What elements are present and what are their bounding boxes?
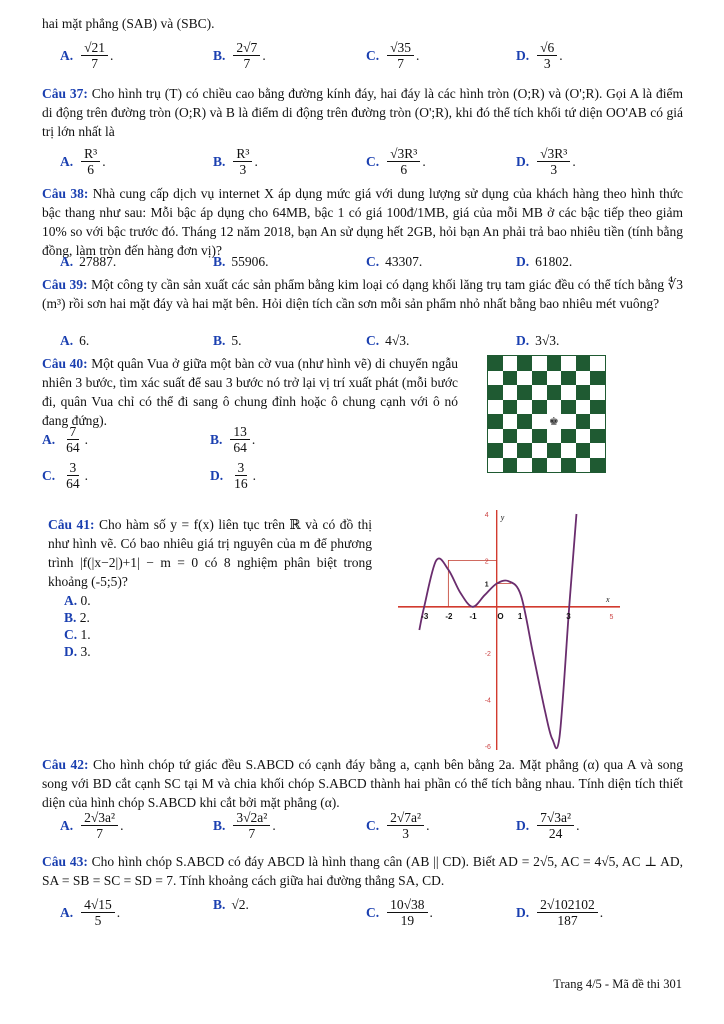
fraction <box>233 810 270 841</box>
board-square <box>576 400 591 415</box>
option-label: B. <box>64 610 77 625</box>
q43-option-d: D. $\frac{2√102102}{187}$ . <box>516 897 604 928</box>
option-label: C. <box>366 47 380 63</box>
numerator: 2√7a² <box>387 810 424 826</box>
numerator: 2√102102 <box>537 897 598 913</box>
fraction <box>537 810 574 841</box>
option-text: 27887. <box>79 254 117 269</box>
board-square <box>532 356 547 371</box>
board-square <box>547 371 562 386</box>
numerator: 2√3a² <box>81 810 118 826</box>
question-38-text: Nhà cung cấp dịch vụ internet X áp dụng mức giá với dung lượng sử dụng của khách hàng theo hình thức bậc thang như sau: Mỗi bậc áp dụng cho 64MB, bậc 1 có giá 100đ/1MB, giá của mỗi MB ở các bậc tiếp theo giảm 10% so với bậc trước đó. Tháng 12 năm 2018, bạn An sử dụng hết 2GB, hỏi bạn An phải trả bao nhiêu tiền (tính bằng đồng, làm tròn đến hàng đơn vị)? <box>42 186 684 258</box>
x-tick-label: 5 <box>609 613 614 621</box>
board-square <box>517 443 532 458</box>
board-square <box>590 400 605 415</box>
board-square <box>576 458 591 473</box>
board-square <box>517 371 532 386</box>
board-square <box>561 371 576 386</box>
denominator: 6 <box>87 162 95 177</box>
board-square <box>561 385 576 400</box>
q43-option-c: C. $\frac{10√38}{19}$ . <box>366 897 433 928</box>
q37-option-c: C. $\frac{\text{√3R³}}{6}$ . <box>366 146 426 177</box>
denominator: 64 <box>66 440 80 455</box>
denominator: 7 <box>248 826 256 841</box>
x-axis-label: x <box>606 594 610 604</box>
board-square <box>532 429 547 444</box>
board-square <box>532 458 547 473</box>
fraction <box>387 897 427 928</box>
question-43 <box>42 852 683 890</box>
x-tick-label: -2 <box>445 611 453 621</box>
option-text: 5. <box>231 333 242 348</box>
numerator: √3R³ <box>387 146 420 162</box>
question-40-text: Một quân Vua ở giữa một bàn cờ vua (như hình vẽ) di chuyển ngẫu nhiên 3 bước, tìm xác suất để sau 3 bước nó trở lại vị trí xuất phát (mỗi bước đi, quân Vua chỉ có thể đi sang ô chung đỉnh hoặc ô chung cạnh với ô nó đang đứng). <box>42 356 458 428</box>
board-square <box>590 429 605 444</box>
option-label: A. <box>60 333 74 348</box>
board-square <box>547 356 562 371</box>
question-41 <box>48 515 372 591</box>
q39-option-c <box>366 333 409 349</box>
board-square <box>561 414 576 429</box>
question-42-label: Câu 42: <box>42 757 89 772</box>
denominator: 7 <box>243 56 251 71</box>
fraction <box>230 424 250 455</box>
question-40 <box>42 354 458 430</box>
x-tick-label: -3 <box>421 611 429 621</box>
y-tick-label: -2 <box>484 651 491 659</box>
q42-option-b: B. $\frac{\text{3√2a²}}{7}$ . <box>213 810 276 841</box>
q37-option-d: D. $\frac{\text{√3R³}}{3}$ . <box>516 146 576 177</box>
question-39-text: Một công ty cần sản xuất các sản phẩm bằng kim loại có dạng khối lăng trụ tam giác đều có thể tích bằng ∜3 (m³) rồi sơn hai mặt đáy và hai mặt bên. Hỏi diện tích cần sơn mỗi sản phẩm nhỏ nhất bằng bao nhiêu mét vuông? <box>42 277 683 311</box>
board-square <box>532 443 547 458</box>
option-text: 2. <box>79 610 90 625</box>
board-square <box>547 385 562 400</box>
option-text: 6. <box>79 333 90 348</box>
numerator: 3 <box>67 460 80 476</box>
x-tick-label: -1 <box>469 611 477 621</box>
q41-option-b <box>64 609 90 626</box>
fraction <box>81 146 100 177</box>
option-label: A. <box>60 153 74 169</box>
option-label: A. <box>64 593 78 608</box>
question-37 <box>42 84 683 141</box>
q42-option-c: C. $\frac{\text{2√7a²}}{3}$ . <box>366 810 430 841</box>
board-square <box>503 356 518 371</box>
board-square <box>561 443 576 458</box>
board-square <box>590 385 605 400</box>
option-label: C. <box>64 627 78 642</box>
board-square <box>590 414 605 429</box>
board-square <box>547 458 562 473</box>
option-label: B. <box>210 431 223 447</box>
q40-option-c: C. $\frac{3}{64}$ . <box>42 460 88 491</box>
q40-option-d: D. $\frac{3}{16}$ . <box>210 460 256 491</box>
option-label: C. <box>366 153 380 169</box>
fraction <box>537 897 598 928</box>
board-square <box>517 385 532 400</box>
board-square <box>517 458 532 473</box>
denominator: 7 <box>397 56 404 71</box>
board-square <box>532 371 547 386</box>
board-square <box>488 443 503 458</box>
question-37-text: Cho hình trụ (T) có chiều cao bằng đường kính đáy, hai đáy là các hình tròn (O;R) và (O';R). Gọi A là điểm di động trên đường tròn (O;R) và B là điểm di động trên đường tròn (O';R), khi đó thể tích khối tứ diện OO'AB có giá trị lớn nhất là <box>42 86 683 139</box>
board-square <box>488 400 503 415</box>
q38-option-c <box>366 254 422 270</box>
option-label: B. <box>213 47 226 63</box>
option-label: C. <box>366 254 380 269</box>
denominator: 5 <box>94 913 102 928</box>
numerator: 7 <box>67 424 80 440</box>
board-square <box>561 356 576 371</box>
denominator: 3 <box>550 162 558 177</box>
board-square <box>547 414 562 429</box>
denominator: 3 <box>402 826 409 841</box>
numerator: 10√38 <box>387 897 427 913</box>
question-42 <box>42 755 683 812</box>
y-tick-label: -4 <box>484 697 491 705</box>
board-square <box>590 443 605 458</box>
fraction <box>81 897 115 928</box>
board-square <box>503 429 518 444</box>
option-label: D. <box>516 254 530 269</box>
numerator: √3R³ <box>537 146 570 162</box>
board-square <box>503 414 518 429</box>
fraction <box>537 146 570 177</box>
y-axis-label: y <box>500 513 505 522</box>
question-37-label: Câu 37: <box>42 86 88 101</box>
q38-option-b <box>213 254 269 270</box>
board-square <box>532 385 547 400</box>
option-text: 61802. <box>535 254 573 269</box>
option-label: A. <box>42 431 56 447</box>
question-38 <box>42 184 683 260</box>
board-square <box>576 385 591 400</box>
denominator: 3 <box>543 56 551 71</box>
x-tick-label: 3 <box>566 611 571 621</box>
board-square <box>488 356 503 371</box>
q41-option-a <box>64 592 91 609</box>
option-label: A. <box>60 47 74 63</box>
option-text: 3. <box>80 644 91 659</box>
question-43-text: Cho hình chóp S.ABCD có đáy ABCD là hình thang cân (AB || CD). Biết AD = 2√5, AC = 4√5, AC ⊥ AD, SA = SB = SC = SD = 7. Tính khoảng cách giữa hai đường thẳng SA, CD. <box>42 854 683 888</box>
question-39-label: Câu 39: <box>42 277 88 292</box>
board-square <box>576 429 591 444</box>
board-square <box>488 371 503 386</box>
q42-option-d: D. $\frac{\text{7√3a²}}{24}$ . <box>516 810 580 841</box>
board-square <box>488 385 503 400</box>
board-square <box>488 429 503 444</box>
board-square <box>576 371 591 386</box>
board-square <box>547 429 562 444</box>
top-option-d: D. $\frac{√6}{3}$ . <box>516 40 563 71</box>
fraction <box>387 810 424 841</box>
numerator: √21 <box>81 40 108 56</box>
question-39 <box>42 275 683 313</box>
option-text: 4√3. <box>385 333 410 348</box>
denominator: 19 <box>400 913 415 928</box>
option-label: B. <box>213 817 226 833</box>
option-text: 0. <box>80 593 91 608</box>
denominator: 64 <box>66 476 80 491</box>
numerator: R³ <box>233 146 252 162</box>
top-option-c: C. $\frac{√35}{7}$ . <box>366 40 420 71</box>
board-square <box>532 400 547 415</box>
denominator: 187 <box>557 913 578 928</box>
x-tick-label: 1 <box>517 611 523 621</box>
board-square <box>488 458 503 473</box>
page-footer: Trang 4/5 - Mã đề thi 301 <box>553 977 682 991</box>
numerator: 3√2a² <box>233 810 270 826</box>
question-38-label: Câu 38: <box>42 186 89 201</box>
board-square <box>517 429 532 444</box>
fraction <box>537 40 557 71</box>
option-text: 3√3. <box>535 333 560 348</box>
board-square <box>576 356 591 371</box>
option-label: B. <box>213 254 226 269</box>
denominator: 7 <box>96 826 103 841</box>
option-label: A. <box>60 254 74 269</box>
option-label: D. <box>516 47 530 63</box>
denominator: 16 <box>234 476 248 491</box>
q40-option-b: B. $\frac{13}{64}$ . <box>210 424 256 455</box>
top-option-a: A. $\frac{√21}{7}$ . <box>60 40 114 71</box>
option-text: 43307. <box>385 254 423 269</box>
option-label: B. <box>213 333 226 348</box>
board-square <box>576 414 591 429</box>
y-tick-label: 4 <box>484 512 489 519</box>
numerator: 13 <box>230 424 250 440</box>
q42-option-a: A. $\frac{\text{2√3a²}}{7}$ . <box>60 810 124 841</box>
option-label: D. <box>516 333 530 348</box>
q41-option-d <box>64 643 91 660</box>
q39-option-a <box>60 333 89 349</box>
option-text: 1. <box>80 627 91 642</box>
board-square <box>590 371 605 386</box>
fraction <box>387 40 414 71</box>
top-option-b: B. $\frac{2√7}{7}$ . <box>213 40 266 71</box>
function-graph <box>398 510 620 750</box>
q41-option-c <box>64 626 91 643</box>
king-piece-icon: ♚ <box>548 415 559 428</box>
q38-option-a <box>60 254 116 270</box>
option-label: D. <box>64 644 78 659</box>
option-label: D. <box>516 904 530 920</box>
q37-option-a: A. $\frac{\text{R³}}{6}$ . <box>60 146 106 177</box>
denominator: 6 <box>400 162 408 177</box>
board-square <box>547 443 562 458</box>
option-label: C. <box>42 467 56 483</box>
board-square <box>590 458 605 473</box>
board-square <box>503 400 518 415</box>
numerator: 3 <box>235 460 248 476</box>
chessboard-figure <box>487 355 606 473</box>
top-line: hai mặt phẳng (SAB) và (SBC). <box>42 16 215 31</box>
option-label: C. <box>366 333 380 348</box>
option-label: C. <box>366 904 380 920</box>
board-square <box>503 371 518 386</box>
option-label: D. <box>516 817 530 833</box>
board-square <box>517 400 532 415</box>
x-tick-label: O <box>497 611 504 621</box>
board-square <box>517 356 532 371</box>
board-square <box>488 414 503 429</box>
numerator: 4√15 <box>81 897 115 913</box>
fraction <box>233 40 260 71</box>
q38-option-d <box>516 254 572 270</box>
question-42-text: Cho hình chóp tứ giác đều S.ABCD có cạnh đáy bằng a, cạnh bên bằng 2a. Mặt phẳng (α) qua A và song song với BD cắt cạnh SC tại M và chia khối chóp S.ABCD thành hai phần có thể tích bằng nhau. Tính diện tích thiết diện của hình chóp S.ABCD khi cắt bởi mặt phẳng (α). <box>42 757 683 810</box>
denominator: 7 <box>91 56 98 71</box>
board-square <box>503 385 518 400</box>
fraction <box>231 460 251 491</box>
y-tick-label: -6 <box>484 744 491 750</box>
board-square <box>561 400 576 415</box>
board-square <box>503 458 518 473</box>
fraction <box>63 460 83 491</box>
q43-option-a: A. $\frac{4√15}{5}$ . <box>60 897 121 928</box>
y-tick-label: 2 <box>484 558 489 566</box>
board-square <box>517 414 532 429</box>
numerator: √6 <box>537 40 557 56</box>
denominator: 24 <box>548 826 563 841</box>
question-41-text: Cho hàm số y = f(x) liên tục trên ℝ và có đồ thị như hình vẽ. Có bao nhiêu giá trị nguyên của m để phương trình |f(|x−2|)+1| − m = 0 có 8 nghiệm phân biệt trong khoảng (-5;5)? <box>48 517 372 589</box>
board-square <box>561 429 576 444</box>
option-label: A. <box>60 904 74 920</box>
numerator: 7√3a² <box>537 810 574 826</box>
option-text: 55906. <box>231 254 269 269</box>
q39-option-b <box>213 333 242 349</box>
denominator: 3 <box>239 162 247 177</box>
fraction <box>387 146 420 177</box>
fraction <box>63 424 83 455</box>
numerator: 2√7 <box>233 40 260 56</box>
option-label: D. <box>210 467 224 483</box>
question-40-label: Câu 40: <box>42 356 88 371</box>
option-label: B. <box>213 897 226 912</box>
board-square <box>503 443 518 458</box>
q40-option-a: A. $\frac{7}{64}$ . <box>42 424 88 455</box>
numerator: R³ <box>81 146 100 162</box>
question-43-label: Câu 43: <box>42 854 88 869</box>
board-square <box>561 458 576 473</box>
q37-option-b: B. $\frac{\text{R³}}{3}$ . <box>213 146 258 177</box>
numerator: √35 <box>387 40 414 56</box>
option-label: C. <box>366 817 380 833</box>
board-square <box>590 356 605 371</box>
board-square <box>576 443 591 458</box>
function-curve <box>419 514 576 748</box>
question-41-label: Câu 41: <box>48 517 95 532</box>
fraction <box>81 810 118 841</box>
board-square <box>532 414 547 429</box>
option-label: A. <box>60 817 74 833</box>
board-square <box>547 400 562 415</box>
q43-option-b <box>213 897 249 913</box>
y-tick-label: 1 <box>484 581 489 589</box>
fraction <box>81 40 108 71</box>
q39-option-d <box>516 333 559 349</box>
option-label: B. <box>213 153 226 169</box>
option-label: D. <box>516 153 530 169</box>
denominator: 64 <box>233 440 247 455</box>
option-text: √2. <box>231 897 249 912</box>
fraction <box>233 146 252 177</box>
